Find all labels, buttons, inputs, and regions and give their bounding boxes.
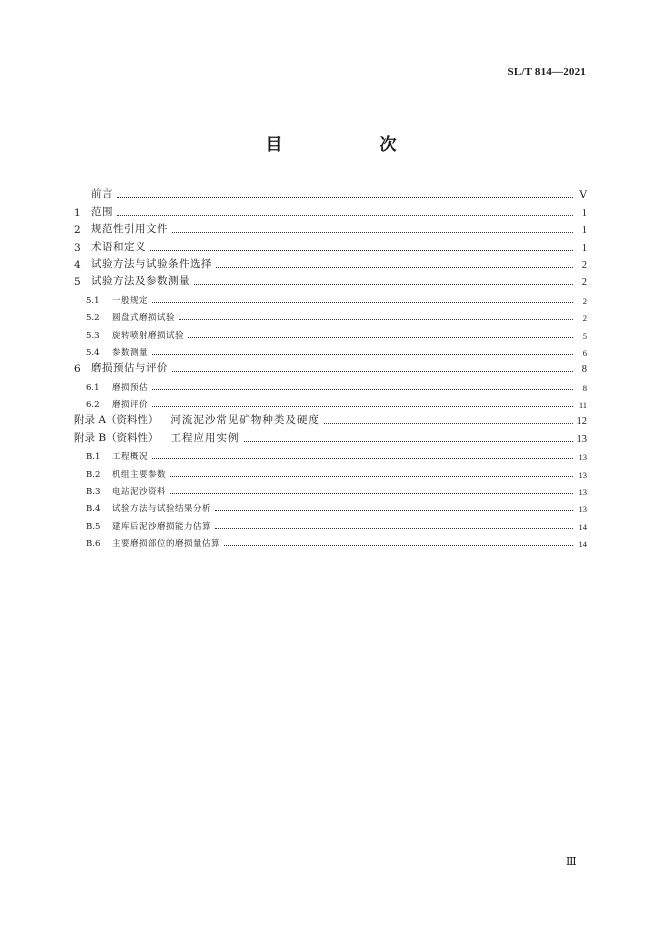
dot-leader (215, 510, 573, 511)
toc-entry-page: 8 (581, 364, 587, 376)
toc-entry-page: 2 (582, 295, 587, 306)
dot-leader (179, 319, 573, 320)
dot-leader (170, 476, 573, 477)
dot-leader (152, 406, 573, 407)
toc-entry-page: Ⅴ (579, 190, 587, 202)
toc-entry[interactable] (74, 184, 587, 201)
toc-entry[interactable] (74, 358, 587, 375)
toc-entry[interactable] (74, 254, 587, 271)
toc-entry-label: 电站泥沙资料 (112, 487, 167, 498)
toc-entry-page: 13 (578, 487, 587, 498)
table-of-contents (74, 184, 587, 549)
toc-entry-label: 机组主要参数 (112, 469, 167, 480)
toc-entry-label: 磨损预估 (112, 382, 149, 393)
toc-entry-page: 5 (582, 330, 587, 341)
toc-entry-label: 圆盘式磨损试验 (112, 313, 176, 324)
dot-leader (224, 545, 573, 546)
toc-entry-page: 6 (582, 347, 587, 358)
toc-entry-page: 13 (578, 469, 587, 480)
dot-leader (152, 389, 573, 390)
toc-entry-number: 4 (74, 258, 81, 271)
toc-entry-number: 6.1 (86, 382, 100, 393)
page-title: 目 次 (265, 135, 437, 155)
toc-entry[interactable] (74, 532, 587, 549)
toc-entry-number: 1 (74, 206, 81, 219)
toc-entry-page: 1 (581, 207, 587, 219)
toc-entry[interactable] (74, 219, 587, 236)
toc-entry-label: 工程概况 (112, 452, 149, 463)
toc-entry-label: 河流泥沙常见矿物种类及硬度 (170, 414, 320, 427)
dot-leader (152, 458, 573, 459)
toc-entry[interactable] (74, 427, 587, 444)
toc-entry-number: 附录 B（资料性） (74, 431, 159, 444)
toc-entry[interactable] (74, 236, 587, 253)
toc-entry[interactable] (74, 480, 587, 497)
toc-entry-label: 一般规定 (112, 295, 149, 306)
toc-entry-number: 6.2 (86, 400, 100, 411)
toc-entry-label: 建库后泥沙磨损能力估算 (112, 521, 212, 532)
dot-leader (117, 215, 573, 216)
toc-entry[interactable] (74, 445, 587, 462)
toc-entry-number: B.3 (86, 487, 101, 498)
toc-entry-label: 磨损预估与评价 (91, 362, 168, 375)
toc-entry-label: 术语和定义 (91, 240, 146, 253)
page-number: Ⅲ (566, 856, 577, 868)
toc-entry-label: 旋转喷射磨损试验 (112, 330, 185, 341)
toc-entry-label: 试验方法及参数测量 (91, 275, 190, 288)
toc-entry-label: 参数测量 (112, 347, 149, 358)
dot-leader (188, 337, 573, 338)
dot-leader (172, 371, 573, 372)
toc-entry[interactable] (74, 393, 587, 410)
toc-entry-page: 11 (578, 400, 587, 411)
dot-leader (170, 493, 573, 494)
dot-leader (216, 267, 573, 268)
toc-entry-page: 12 (576, 416, 587, 428)
toc-entry[interactable] (74, 201, 587, 218)
dot-leader (152, 354, 573, 355)
dot-leader (194, 284, 573, 285)
toc-entry[interactable] (74, 497, 587, 514)
toc-entry-label: 主要磨损部位的磨损量估算 (112, 539, 221, 550)
toc-entry[interactable] (74, 514, 587, 531)
dot-leader (215, 528, 573, 529)
toc-entry-number: 6 (74, 363, 81, 376)
toc-entry-page: 2 (582, 313, 587, 324)
toc-entry[interactable] (74, 462, 587, 479)
toc-entry-label: 试验方法与试验结果分析 (112, 504, 212, 515)
toc-entry-page: 2 (581, 259, 587, 271)
toc-entry-number: 5.4 (86, 347, 100, 358)
toc-entry-page: 8 (582, 382, 587, 393)
toc-entry-number: 附录 A（资料性） (74, 414, 159, 427)
toc-entry-page: 2 (581, 277, 587, 289)
toc-entry-number: 3 (74, 241, 81, 254)
toc-entry-page: 13 (576, 433, 587, 445)
toc-entry-number: 5 (74, 276, 81, 289)
dot-leader (152, 302, 573, 303)
toc-entry-page: 1 (581, 242, 587, 254)
toc-entry-label: 范围 (91, 205, 113, 218)
toc-entry-page: 14 (578, 521, 587, 532)
toc-entry-number: 5.1 (86, 295, 100, 306)
toc-entry-number: B.4 (86, 504, 101, 515)
toc-entry-page: 13 (578, 452, 587, 463)
toc-entry[interactable] (74, 271, 587, 288)
toc-entry-page: 13 (578, 504, 587, 515)
toc-entry[interactable] (74, 323, 587, 340)
toc-entry-number: B.5 (86, 521, 101, 532)
toc-entry[interactable] (74, 410, 587, 427)
toc-entry-label: 磨损评价 (112, 400, 149, 411)
dot-leader (150, 250, 573, 251)
standard-code: SL/T 814—2021 (507, 66, 586, 78)
toc-entry-label: 规范性引用文件 (91, 223, 168, 236)
toc-entry-number: B.2 (86, 469, 101, 480)
toc-entry-number: 2 (74, 224, 81, 237)
toc-entry-label: 工程应用实例 (170, 431, 240, 444)
toc-entry-label: 前言 (91, 188, 113, 201)
toc-entry[interactable] (74, 341, 587, 358)
toc-entry[interactable] (74, 306, 587, 323)
toc-entry-number: 5.2 (86, 313, 100, 324)
toc-entry-number: 5.3 (86, 330, 100, 341)
dot-leader (172, 232, 573, 233)
toc-entry-number: B.1 (86, 452, 101, 463)
toc-entry-label: 试验方法与试验条件选择 (91, 257, 212, 270)
dot-leader (117, 197, 573, 198)
toc-entry[interactable] (74, 288, 587, 305)
dot-leader (244, 441, 573, 442)
toc-entry-page: 14 (578, 539, 587, 550)
toc-entry[interactable] (74, 375, 587, 392)
toc-entry-page: 1 (581, 225, 587, 237)
dot-leader (324, 423, 573, 424)
toc-entry-number: B.6 (86, 539, 101, 550)
